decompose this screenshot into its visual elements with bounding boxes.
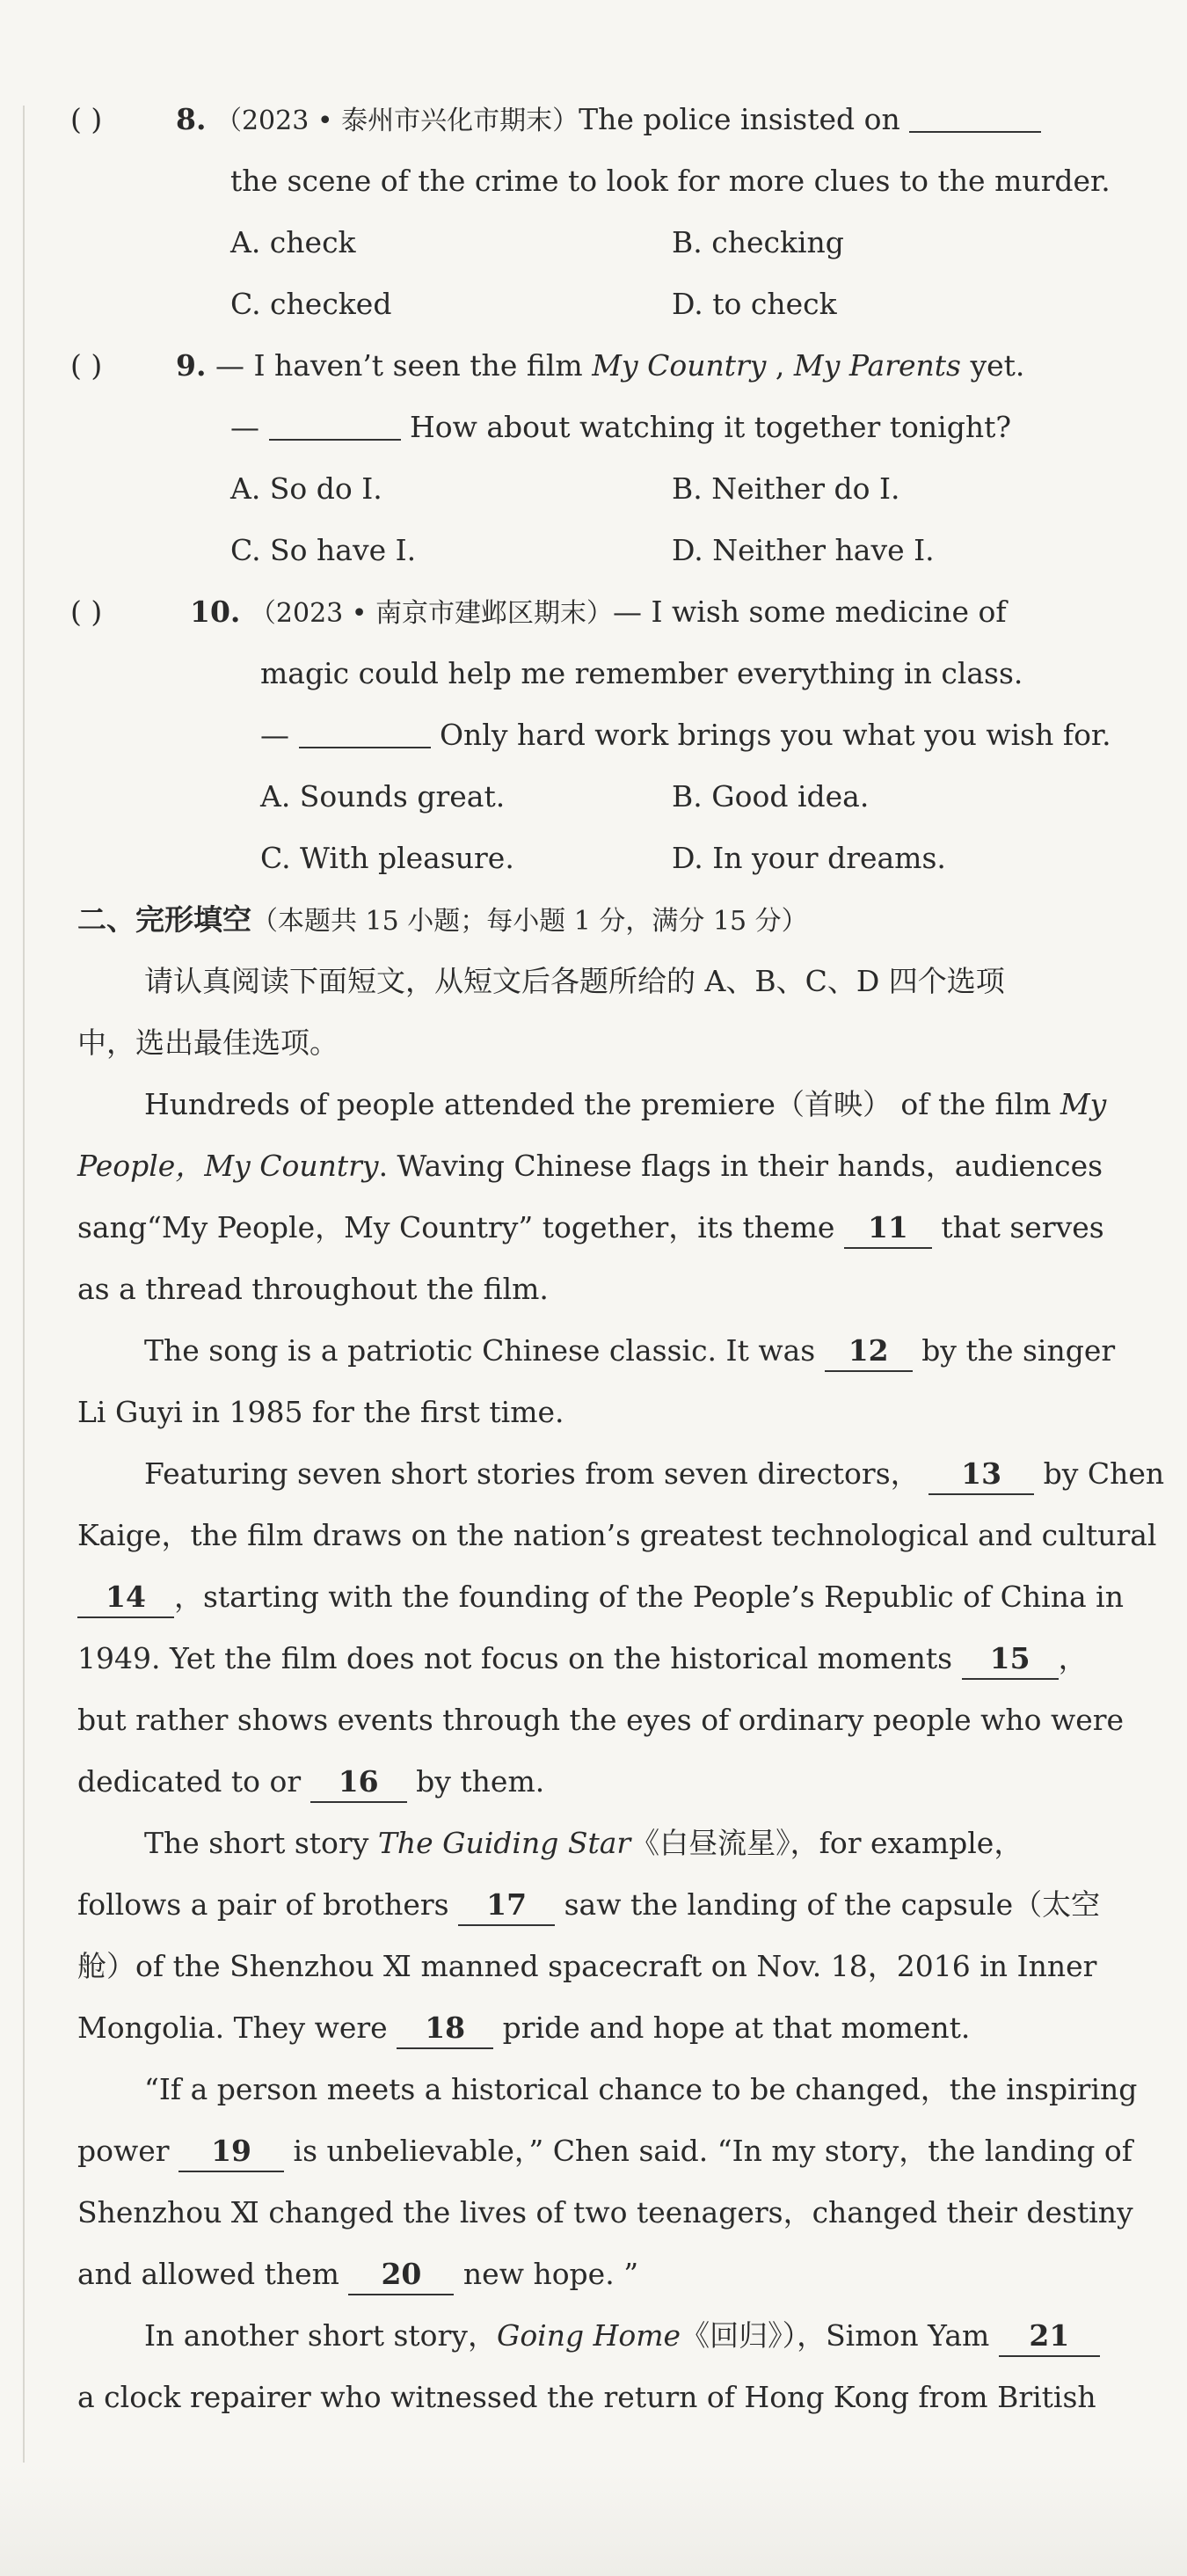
passage-line: In another short story，Going Home《回归》），Simon Yam 21 <box>144 2317 1100 2357</box>
answer-paren[interactable]: ( ) <box>70 348 103 383</box>
instruction-line1: 请认真阅读下面短文，从短文后各题所给的 A、B、C、D 四个选项 <box>144 964 1005 998</box>
question-source: （2023 • 南京市建邺区期末） <box>249 598 614 629</box>
passage-line: Mongolia. They were 18 pride and hope at that moment. <box>77 2009 970 2049</box>
section-heading-note: （本题共 15 小题；每小题 1 分，满分 15 分） <box>251 906 808 937</box>
question-stem-line2: — How about watching it together tonight? <box>230 410 1012 444</box>
answer-paren[interactable]: ( ) <box>70 102 103 136</box>
question-stem: 10. （2023 • 南京市建邺区期末）— I wish some medicine of <box>190 595 1007 629</box>
option-b: B. Neither do I. <box>672 471 900 506</box>
option-b: B. Good idea. <box>672 779 870 814</box>
blank-17[interactable]: 17 <box>458 1886 555 1926</box>
passage-line: but rather shows events through the eyes of ordinary people who were <box>77 1703 1125 1737</box>
passage-line: People，My Country. Waving Chinese flags in their hands，audiences <box>77 1149 1103 1183</box>
page-margin-line <box>23 106 25 2533</box>
question-stem-line3: — Only hard work brings you what you wish for. <box>260 718 1111 752</box>
film-title: People，My Country <box>77 1149 379 1183</box>
option-d: D. Neither have I. <box>672 533 935 567</box>
passage-line: 舱）of the Shenzhou Ⅺ manned spacecraft on Nov. 18，2016 in Inner <box>77 1949 1097 1983</box>
page-bottom-shade <box>0 2463 1187 2576</box>
blank-15[interactable]: 15 <box>962 1639 1059 1680</box>
section-heading: 二、完形填空（本题共 15 小题；每小题 1 分，满分 15 分） <box>77 902 808 937</box>
passage-line: Featuring seven short stories from seven directors， 13 by Chen <box>144 1455 1164 1495</box>
blank-12[interactable]: 12 <box>825 1332 913 1372</box>
passage-line: a clock repairer who witnessed the return of Hong Kong from British <box>77 2380 1096 2414</box>
passage-line: dedicated to or 16 by them. <box>77 1762 544 1803</box>
blank-18[interactable]: 18 <box>397 2009 493 2049</box>
blank-13[interactable]: 13 <box>928 1455 1034 1495</box>
blank-14[interactable]: 14 <box>77 1578 174 1618</box>
film-title: My Parents <box>793 348 961 383</box>
passage-line: Kaige，the film draws on the nation’s greatest technological and cultural <box>77 1518 1157 1552</box>
passage-line: follows a pair of brothers 17 saw the landing of the capsule（太空 <box>77 1886 1100 1926</box>
question-number: 8. <box>176 102 207 136</box>
passage-line: “If a person meets a historical chance to be changed，the inspiring <box>144 2072 1138 2106</box>
passage-line: Hundreds of people attended the premiere（首映） of the film My <box>144 1087 1107 1121</box>
option-a: A. check <box>230 225 356 259</box>
question-stem: 8. （2023 • 泰州市兴化市期末）The police insisted on <box>176 100 1041 141</box>
passage-line: 14 ，starting with the founding of the People’s Republic of China in <box>77 1578 1124 1618</box>
option-c: C. checked <box>230 287 392 321</box>
passage-line: Shenzhou Ⅺ changed the lives of two teenagers，changed their destiny <box>77 2195 1133 2229</box>
question-stem: 9. — I haven’t seen the film My Country , My Parents yet. <box>176 348 1025 383</box>
passage-line: Li Guyi in 1985 for the first time. <box>77 1395 564 1429</box>
answer-blank <box>269 412 401 441</box>
passage-line: and allowed them 20 new hope. ” <box>77 2255 638 2295</box>
passage-line: The song is a patriotic Chinese classic. It was 12 by the singer <box>144 1332 1115 1372</box>
question-stem-line2: magic could help me remember everything in class. <box>260 656 1023 690</box>
passage-line: sang“My People，My Country” together，its theme 11 that serves <box>77 1208 1104 1249</box>
passage-line: 1949. Yet the film does not focus on the historical moments 15 ， <box>77 1639 1088 1680</box>
film-title: My Country <box>592 348 767 383</box>
passage-line: The short story The Guiding Star《白昼流星》，for example， <box>144 1826 1023 1860</box>
option-d: D. In your dreams. <box>672 841 946 875</box>
option-d: D. to check <box>672 287 837 321</box>
option-a: A. Sounds great. <box>260 779 506 814</box>
blank-19[interactable]: 19 <box>178 2132 284 2172</box>
question-number: 10. <box>190 595 241 629</box>
option-c: C. So have I. <box>230 533 417 567</box>
passage-line: as a thread throughout the film. <box>77 1272 549 1306</box>
answer-blank <box>909 105 1041 133</box>
option-b: B. checking <box>672 225 844 259</box>
blank-20[interactable]: 20 <box>348 2255 454 2295</box>
answer-paren[interactable]: ( ) <box>70 595 103 629</box>
instruction-line2: 中，选出最佳选项。 <box>77 1025 339 1060</box>
film-title: Going Home <box>496 2318 681 2353</box>
blank-21[interactable]: 21 <box>999 2317 1100 2357</box>
question-stem-line2: the scene of the crime to look for more clues to the murder. <box>230 164 1111 198</box>
blank-11[interactable]: 11 <box>844 1208 932 1249</box>
option-c: C. With pleasure. <box>260 841 514 875</box>
blank-16[interactable]: 16 <box>310 1762 407 1803</box>
passage-line: power 19 is unbelievable，” Chen said. “In my story，the landing of <box>77 2132 1132 2172</box>
question-source: （2023 • 泰州市兴化市期末） <box>215 106 579 136</box>
film-title: The Guiding Star <box>377 1826 631 1860</box>
answer-blank <box>299 720 431 748</box>
option-a: A. So do I. <box>230 471 382 506</box>
question-number: 9. <box>176 348 207 383</box>
